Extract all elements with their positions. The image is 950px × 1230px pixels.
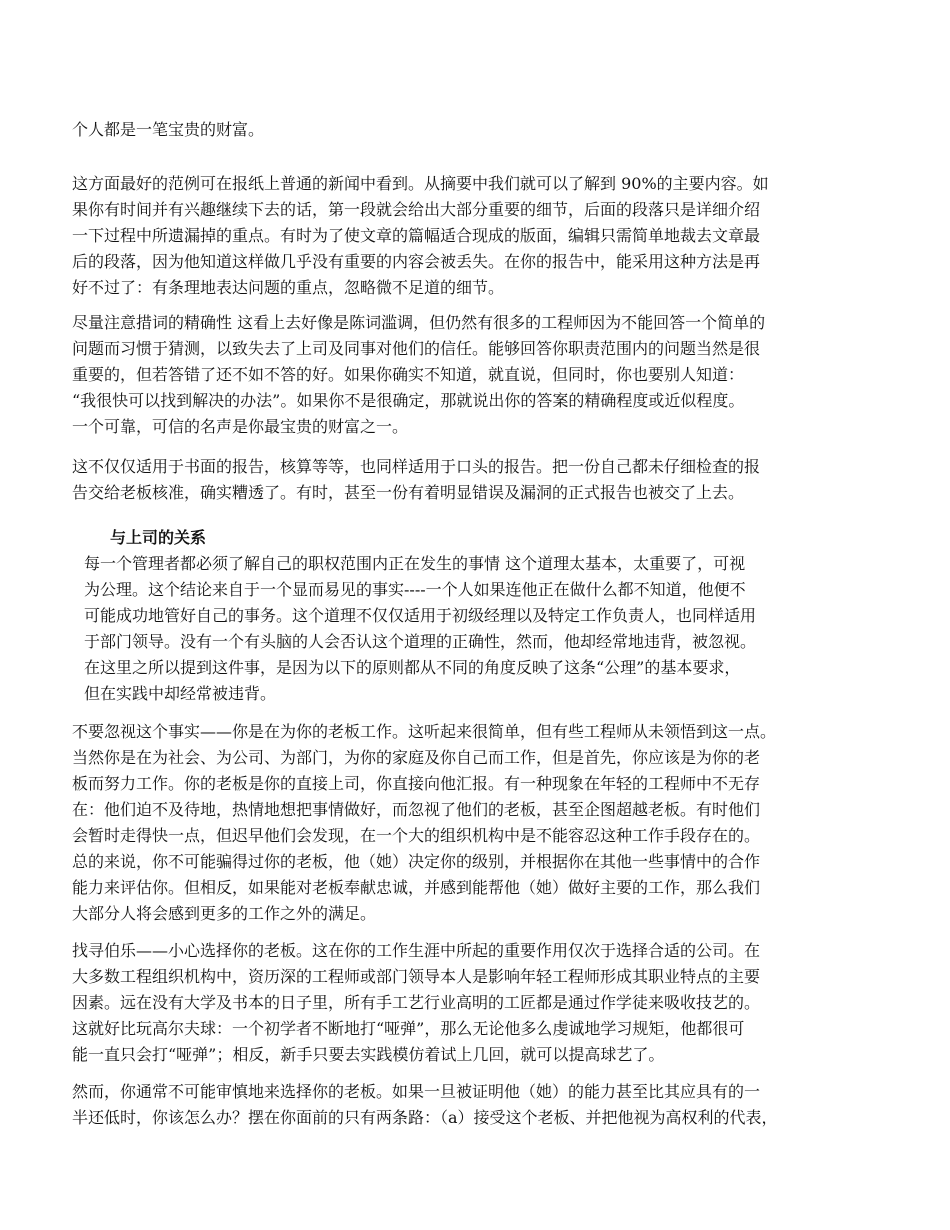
text-line: 会暂时走得快一点，但迟早他们会发现，在一个大的组织机构中是不能容忍这种工作手段存在的。 xyxy=(72,826,761,845)
text-line: 找寻伯乐——小心选择你的老板。这在你的工作生涯中所起的重要作用仅次于选择合适的公司。在 xyxy=(72,941,761,960)
paragraph-choice xyxy=(72,1079,882,1131)
text-line: 在这里之所以提到这件事，是因为以下的原则都从不同的角度反映了这条“公理”的基本要求， xyxy=(84,658,741,677)
paragraph-mentor xyxy=(72,938,882,1068)
text-line: 这方面最好的范例可在报纸上普通的新闻中看到。从摘要中我们就可以了解到 90%的主要内容。如 xyxy=(72,174,769,193)
text-line: 大部分人将会感到更多的工作之外的满足。 xyxy=(72,904,377,923)
text-line: 于部门领导。没有一个有头脑的人会否认这个道理的正确性，然而，他却经常地违背，被忽视。 xyxy=(84,632,757,651)
text-line: 每一个管理者都必须了解自己的职权范围内正在发生的事情 这个道理太基本，太重要了，可视 xyxy=(84,554,746,573)
text-line: 能力来评估你。但相反，如果能对老板奉献忠诚，并感到能帮他（她）做好主要的工作，那么我们 xyxy=(72,878,761,897)
text-line: 问题而习惯于猜测，以致失去了上司及同事对他们的信任。能够回答你职责范围内的问题当然是很 xyxy=(72,339,761,358)
paragraph-news-example xyxy=(72,171,882,301)
paragraph-axiom xyxy=(84,551,884,707)
paragraph-precision xyxy=(72,310,882,440)
text-line: 个人都是一笔宝贵的财富。 xyxy=(72,120,265,139)
text-line: 不要忽视这个事实——你是在为你的老板工作。这听起来很简单，但有些工程师从未领悟到这一点。 xyxy=(72,722,777,741)
text-line: 当然你是在为社会、为公司、为部门，为你的家庭及你自己而工作，但是首先，你应该是为你的老 xyxy=(72,748,761,767)
text-line: 为公理。这个结论来自于一个显而易见的事实----一个人如果连他正在做什么都不知道，他便不 xyxy=(84,580,746,599)
paragraph-boss xyxy=(72,719,882,927)
text-line: 重要的，但若答错了还不如不答的好。如果你确实不知道，就直说，但同时，你也要别人知道： xyxy=(72,365,745,384)
text-line: “我很快可以找到解决的办法”。如果你不是很确定，那就说出你的答案的精确程度或近似程度。 xyxy=(72,391,745,410)
text-line: 尽量注意措词的精确性 这看上去好像是陈词滥调，但仍然有很多的工程师因为不能回答一个简单的 xyxy=(72,313,766,332)
text-line: 因素。远在没有大学及书本的日子里，所有手工艺行业高明的工匠都是通过作学徒来吸收技艺的。 xyxy=(72,993,761,1012)
text-line: 大多数工程组织机构中，资历深的工程师或部门领导本人是影响年轻工程师形成其职业特点的主要 xyxy=(72,967,761,986)
text-line: 能一直只会打“哑弹”；相反，新手只要去实践模仿着试上几回，就可以提高球艺了。 xyxy=(72,1045,665,1064)
text-line: 这不仅仅适用于书面的报告，核算等等，也同样适用于口头的报告。把一份自己都未仔细检查的报 xyxy=(72,457,761,476)
text-line: 后的段落，因为他知道这样做几乎没有重要的内容会被丢失。在你的报告中，能采用这种方法是再 xyxy=(72,252,761,271)
paragraph-intro xyxy=(72,117,882,143)
text-line: 板而努力工作。你的老板是你的直接上司，你直接向他汇报。有一种现象在年轻的工程师中不无存 xyxy=(72,774,761,793)
text-line: 告交给老板核准，确实糟透了。有时，甚至一份有着明显错误及漏洞的正式报告也被交了上去。 xyxy=(72,483,745,502)
paragraph-reports xyxy=(72,454,882,506)
text-line: 这就好比玩高尔夫球：一个初学者不断地打“哑弹”，那么无论他多么虔诚地学习规矩，他都很可 xyxy=(72,1019,745,1038)
text-line: 然而，你通常不可能审慎地来选择你的老板。如果一旦被证明他（她）的能力甚至比其应具有的一 xyxy=(72,1082,761,1101)
text-line: 可能成功地管好自己的事务。这个道理不仅仅适用于初级经理以及特定工作负责人，也同样适用 xyxy=(84,606,757,625)
section-heading: 与上司的关系 xyxy=(110,528,207,547)
text-line: 一下过程中所遗漏掉的重点。有时为了使文章的篇幅适合现成的版面，编辑只需简单地裁去文章最 xyxy=(72,226,761,245)
text-line: 在：他们迫不及待地，热情地想把事情做好，而忽视了他们的老板，甚至企图超越老板。有时他们 xyxy=(72,800,761,819)
text-line: 半还低时，你该怎么办？摆在你面前的只有两条路：（a）接受这个老板、并把他视为高权利的代表， xyxy=(72,1108,778,1127)
text-line: 好不过了：有条理地表达问题的重点，忽略微不足道的细节。 xyxy=(72,278,505,297)
text-line: 果你有时间并有兴趣继续下去的话，第一段就会给出大部分重要的细节，后面的段落只是详细介绍 xyxy=(72,200,761,219)
text-line: 一个可靠，可信的名声是你最宝贵的财富之一。 xyxy=(72,417,409,436)
text-line: 但在实践中却经常被违背。 xyxy=(84,684,277,703)
text-line: 总的来说，你不可能骗得过你的老板，他（她）决定你的级别，并根据你在其他一些事情中的合作 xyxy=(72,852,761,871)
